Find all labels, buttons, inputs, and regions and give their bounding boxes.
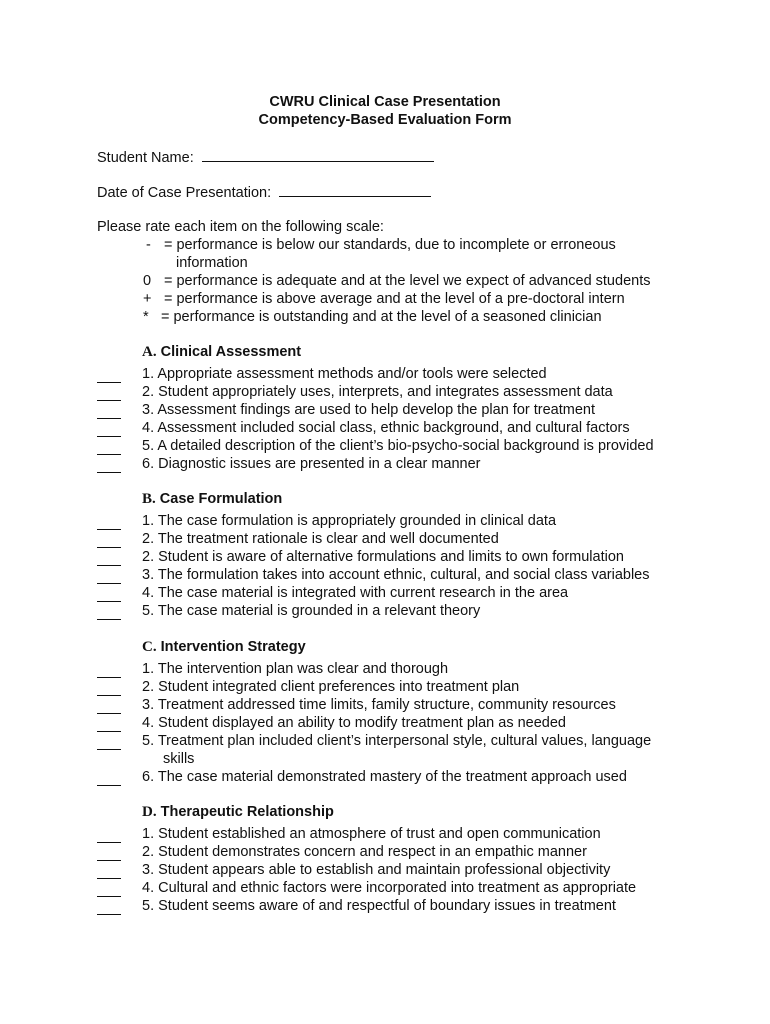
section-heading: [142, 344, 301, 361]
criteria-item: 2. Student is aware of alternative formulations and limits to own formulation: [142, 549, 624, 565]
scale-description: = performance is outstanding and at the level of a seasoned clinician: [161, 309, 602, 325]
rating-blank[interactable]: [97, 695, 121, 696]
criteria-item: 2. Student appropriately uses, interprets, and integrates assessment data: [142, 384, 613, 400]
rating-blank[interactable]: [97, 547, 121, 548]
rating-blank[interactable]: [97, 860, 121, 861]
criteria-item: 5. Treatment plan included client’s interpersonal style, cultural values, language: [142, 733, 652, 749]
section-heading: [142, 639, 306, 656]
rating-blank[interactable]: [97, 454, 121, 455]
criteria-item: 5. A detailed description of the client’s bio-psycho-social background is provided: [142, 438, 654, 454]
section-letter: D.: [142, 804, 157, 820]
date-label: Date of Case Presentation:: [97, 185, 272, 201]
rating-blank[interactable]: [97, 896, 121, 897]
scale-symbol: *: [143, 309, 149, 325]
rating-blank[interactable]: [97, 619, 121, 620]
form-title-line-2: Competency-Based Evaluation Form: [258, 112, 512, 128]
criteria-item: 1. Appropriate assessment methods and/or tools were selected: [142, 366, 547, 382]
section-heading: [142, 491, 282, 508]
student-name-blank[interactable]: [202, 147, 434, 162]
rating-blank[interactable]: [97, 731, 121, 732]
rating-blank[interactable]: [97, 583, 121, 584]
scale-intro: Please rate each item on the following scale:: [97, 219, 384, 235]
rating-blank[interactable]: [97, 565, 121, 566]
criteria-item: 4. Assessment included social class, ethnic background, and cultural factors: [142, 420, 630, 436]
scale-symbol: +: [143, 291, 152, 307]
rating-blank[interactable]: [97, 914, 121, 915]
criteria-item: 3. Treatment addressed time limits, family structure, community resources: [142, 697, 616, 713]
scale-symbol: 0: [143, 273, 152, 289]
date-field: [97, 182, 431, 201]
section-title: Therapeutic Relationship: [160, 804, 334, 820]
scale-description-cont: information: [176, 255, 248, 271]
criteria-item: 4. The case material is integrated with current research in the area: [142, 585, 569, 601]
criteria-item: 1. Student established an atmosphere of trust and open communication: [142, 826, 601, 842]
section-heading: [142, 804, 334, 821]
criteria-item: 6. The case material demonstrated mastery of the treatment approach used: [142, 769, 627, 785]
student-name-field: [97, 147, 434, 166]
rating-blank[interactable]: [97, 785, 121, 786]
rating-blank[interactable]: [97, 878, 121, 879]
rating-blank[interactable]: [97, 382, 121, 383]
rating-blank[interactable]: [97, 472, 121, 473]
rating-blank[interactable]: [97, 400, 121, 401]
scale-symbol: -: [146, 237, 151, 253]
criteria-item: 6. Diagnostic issues are presented in a clear manner: [142, 456, 481, 472]
criteria-item: 2. The treatment rationale is clear and well documented: [142, 531, 499, 547]
criteria-item: 5. Student seems aware of and respectful of boundary issues in treatment: [142, 898, 616, 914]
rating-blank[interactable]: [97, 749, 121, 750]
criteria-item: 4. Cultural and ethnic factors were incorporated into treatment as appropriate: [142, 880, 637, 896]
scale-description: = performance is adequate and at the level we expect of advanced students: [164, 273, 651, 289]
section-letter: A.: [142, 344, 157, 360]
form-title-line-1: CWRU Clinical Case Presentation: [269, 94, 501, 110]
section-letter: B.: [142, 491, 156, 507]
criteria-item: 3. Student appears able to establish and maintain professional objectivity: [142, 862, 611, 878]
student-name-label: Student Name:: [97, 150, 194, 166]
rating-blank[interactable]: [97, 601, 121, 602]
rating-blank[interactable]: [97, 436, 121, 437]
scale-description: = performance is below our standards, due to incomplete or erroneous: [164, 237, 616, 253]
criteria-item: 1. The intervention plan was clear and thorough: [142, 661, 449, 677]
section-title: Case Formulation: [159, 491, 283, 507]
section-title: Intervention Strategy: [160, 639, 306, 655]
date-blank[interactable]: [279, 182, 431, 197]
criteria-item-cont: skills: [163, 751, 195, 767]
criteria-item: 4. Student displayed an ability to modify treatment plan as needed: [142, 715, 566, 731]
rating-blank[interactable]: [97, 713, 121, 714]
rating-blank[interactable]: [97, 842, 121, 843]
section-title: Clinical Assessment: [160, 344, 302, 360]
section-letter: C.: [142, 639, 157, 655]
criteria-item: 1. The case formulation is appropriately grounded in clinical data: [142, 513, 557, 529]
rating-blank[interactable]: [97, 418, 121, 419]
scale-description: = performance is above average and at the level of a pre-doctoral intern: [164, 291, 625, 307]
criteria-item: 2. Student demonstrates concern and respect in an empathic manner: [142, 844, 587, 860]
criteria-item: 2. Student integrated client preferences into treatment plan: [142, 679, 520, 695]
rating-blank[interactable]: [97, 529, 121, 530]
rating-blank[interactable]: [97, 677, 121, 678]
criteria-item: 3. Assessment findings are used to help develop the plan for treatment: [142, 402, 595, 418]
criteria-item: 5. The case material is grounded in a relevant theory: [142, 603, 481, 619]
criteria-item: 3. The formulation takes into account ethnic, cultural, and social class variables: [142, 567, 650, 583]
